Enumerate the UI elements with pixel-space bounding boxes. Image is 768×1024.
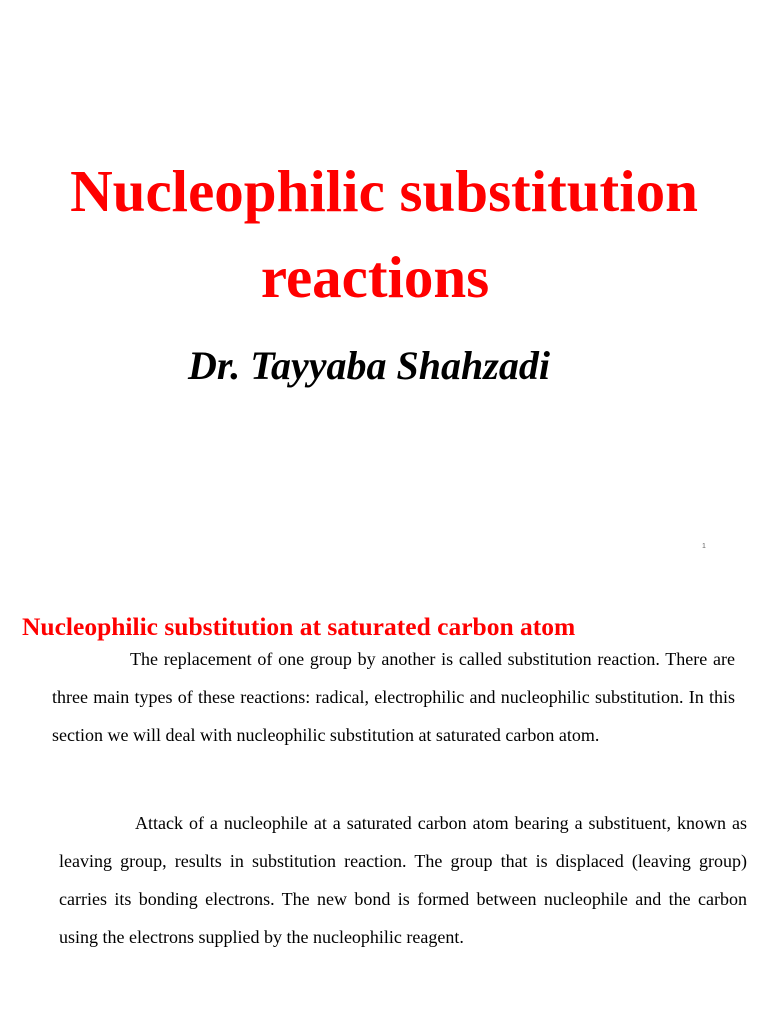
title-line-1: Nucleophilic substitution bbox=[70, 158, 698, 224]
author-name: Dr. Tayyaba Shahzadi bbox=[188, 343, 550, 388]
section-heading: Nucleophilic substitution at saturated carbon atom bbox=[22, 612, 576, 641]
body-paragraph-1: The replacement of one group by another is called substitution reaction. There are three main types of these reactions: radical, electrophilic and nucleophilic substitution. In this section we will deal with nucleophilic substitution at saturated carbon atom. bbox=[52, 649, 735, 745]
page-number: 1 bbox=[702, 543, 706, 550]
title-line-2: reactions bbox=[260, 244, 490, 310]
body-paragraph-2: Attack of a nucleophile at a saturated carbon atom bearing a substituent, known as leaving group, results in substitution reaction. The group that is displaced (leaving group) carries its bonding electrons. The new bond is formed between nucleophile and the carbon using the electrons supplied by the nucleophilic reagent. bbox=[59, 813, 747, 947]
slide-title bbox=[0, 148, 768, 320]
